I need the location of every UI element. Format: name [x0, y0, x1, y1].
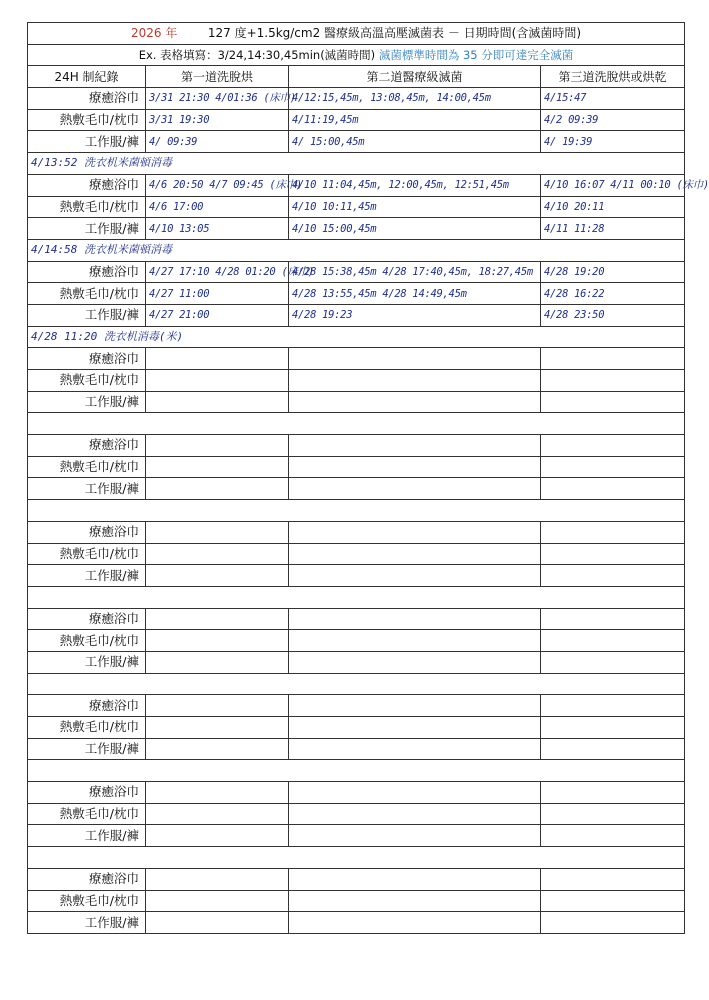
entry-cell-stage-3[interactable]	[541, 651, 685, 673]
entry-cell-stage-2[interactable]	[289, 456, 541, 478]
row-label: 熱敷毛巾/枕巾	[28, 370, 146, 392]
hot-towel-row	[28, 456, 685, 478]
entry-cell-stage-2[interactable]: 4/28 13:55,45m 4/28 14:49,45m	[289, 283, 541, 305]
handwritten-note[interactable]	[28, 673, 685, 695]
entry-cell-stage-3[interactable]: 4/28 19:20	[541, 261, 685, 283]
entry-cell-stage-1[interactable]	[146, 348, 289, 370]
row-label: 工作服/褲	[28, 391, 146, 413]
entry-cell-stage-2[interactable]	[289, 391, 541, 413]
entry-cell-stage-3[interactable]	[541, 695, 685, 717]
row-label: 療癒浴巾	[28, 868, 146, 890]
row-label: 熱敷毛巾/枕巾	[28, 717, 146, 739]
note-row	[28, 673, 685, 695]
entry-cell-stage-3[interactable]	[541, 803, 685, 825]
handwritten-note[interactable]	[28, 413, 685, 435]
row-label: 工作服/褲	[28, 131, 146, 153]
row-label: 熱敷毛巾/枕巾	[28, 283, 146, 305]
entry-cell-stage-3[interactable]	[541, 782, 685, 804]
note-row	[28, 413, 685, 435]
hot-towel-row	[28, 890, 685, 912]
title-row	[28, 23, 685, 45]
row-label: 療癒浴巾	[28, 435, 146, 457]
entry-cell-stage-3[interactable]	[541, 890, 685, 912]
towel-row	[28, 695, 685, 717]
entry-cell-stage-1[interactable]	[146, 435, 289, 457]
entry-cell-stage-2[interactable]	[289, 543, 541, 565]
entry-cell-stage-2[interactable]: 4/28 19:23	[289, 304, 541, 326]
handwritten-note[interactable]	[28, 500, 685, 522]
entry-cell-stage-1[interactable]	[146, 521, 289, 543]
entry-cell-stage-1[interactable]	[146, 456, 289, 478]
entry-cell-stage-2[interactable]	[289, 738, 541, 760]
entry-cell-stage-2[interactable]: 4/10 10:11,45m	[289, 196, 541, 218]
entry-cell-stage-3[interactable]	[541, 738, 685, 760]
note-row	[28, 239, 685, 261]
entry-cell-stage-1[interactable]	[146, 630, 289, 652]
entry-cell-stage-1[interactable]: 4/27 17:10 4/28 01:20 (床巾)	[146, 261, 289, 283]
entry-cell-stage-3[interactable]	[541, 565, 685, 587]
entry-cell-stage-2[interactable]: 4/11:19,45m	[289, 109, 541, 131]
entry-cell-stage-3[interactable]	[541, 868, 685, 890]
standard-time-note: 滅菌標準時間為 35 分即可達完全滅菌	[378, 48, 574, 63]
example-text: Ex. 表格填寫：3/24,14:30,45min(滅菌時間)	[138, 48, 376, 63]
towel-row	[28, 348, 685, 370]
entry-cell-stage-3[interactable]: 4/28 16:22	[541, 283, 685, 305]
entry-cell-stage-2[interactable]	[289, 803, 541, 825]
towel-row	[28, 782, 685, 804]
entry-cell-stage-2[interactable]	[289, 868, 541, 890]
entry-cell-stage-2[interactable]	[289, 782, 541, 804]
entry-cell-stage-2[interactable]	[289, 912, 541, 934]
towel-row	[28, 88, 685, 110]
note-row	[28, 153, 685, 175]
header-stage-1: 第一道洗脫烘	[146, 66, 289, 88]
entry-cell-stage-2[interactable]	[289, 370, 541, 392]
row-label: 熱敷毛巾/枕巾	[28, 803, 146, 825]
hot-towel-row	[28, 630, 685, 652]
entry-cell-stage-3[interactable]: 4/28 23:50	[541, 304, 685, 326]
entry-cell-stage-3[interactable]	[541, 391, 685, 413]
handwritten-note[interactable]	[28, 847, 685, 869]
workwear-row	[28, 131, 685, 153]
sterilization-table	[27, 22, 709, 934]
example-row	[28, 44, 685, 66]
towel-row	[28, 868, 685, 890]
entry-cell-stage-2[interactable]	[289, 695, 541, 717]
entry-cell-stage-3[interactable]: 4/2 09:39	[541, 109, 685, 131]
towel-row	[28, 435, 685, 457]
workwear-row	[28, 304, 685, 326]
workwear-row	[28, 565, 685, 587]
entry-cell-stage-2[interactable]: 4/ 15:00,45m	[289, 131, 541, 153]
workwear-row	[28, 651, 685, 673]
workwear-row	[28, 218, 685, 240]
row-label: 療癒浴巾	[28, 782, 146, 804]
entry-cell-stage-3[interactable]	[541, 521, 685, 543]
entry-cell-stage-1[interactable]	[146, 608, 289, 630]
entry-cell-stage-2[interactable]	[289, 717, 541, 739]
entry-cell-stage-3[interactable]	[541, 608, 685, 630]
note-row	[28, 760, 685, 782]
workwear-row	[28, 825, 685, 847]
row-label: 工作服/褲	[28, 651, 146, 673]
row-label: 療癒浴巾	[28, 608, 146, 630]
title-year: 2026 年	[130, 26, 178, 41]
entry-cell-stage-3[interactable]	[541, 348, 685, 370]
hot-towel-row	[28, 370, 685, 392]
entry-cell-stage-2[interactable]	[289, 478, 541, 500]
row-label: 熱敷毛巾/枕巾	[28, 109, 146, 131]
row-label: 熱敷毛巾/枕巾	[28, 890, 146, 912]
header-record: 24H 制紀錄	[28, 66, 146, 88]
entry-cell-stage-1[interactable]	[146, 543, 289, 565]
workwear-row	[28, 478, 685, 500]
entry-cell-stage-3[interactable]	[541, 543, 685, 565]
entry-cell-stage-3[interactable]	[541, 435, 685, 457]
entry-cell-stage-1[interactable]	[146, 391, 289, 413]
note-row	[28, 500, 685, 522]
entry-cell-stage-1[interactable]	[146, 695, 289, 717]
entry-cell-stage-1[interactable]	[146, 782, 289, 804]
handwritten-note[interactable]: 4/28 11:20 洗衣机消毒(米)	[28, 326, 685, 348]
entry-cell-stage-3[interactable]: 4/ 19:39	[541, 131, 685, 153]
entry-cell-stage-2[interactable]	[289, 608, 541, 630]
entry-cell-stage-3[interactable]: 4/11 11:28	[541, 218, 685, 240]
example-cell	[28, 44, 685, 66]
row-label: 工作服/褲	[28, 565, 146, 587]
row-label: 療癒浴巾	[28, 521, 146, 543]
entry-cell-stage-2[interactable]	[289, 521, 541, 543]
sterilization-log-sheet	[27, 22, 709, 934]
note-row	[28, 847, 685, 869]
entry-cell-stage-2[interactable]	[289, 565, 541, 587]
entry-cell-stage-1[interactable]: 4/27 21:00	[146, 304, 289, 326]
row-label: 療癒浴巾	[28, 348, 146, 370]
row-label: 熱敷毛巾/枕巾	[28, 456, 146, 478]
entry-cell-stage-1[interactable]: 3/31 19:30	[146, 109, 289, 131]
entry-cell-stage-1[interactable]	[146, 803, 289, 825]
entry-cell-stage-3[interactable]	[541, 478, 685, 500]
entry-cell-stage-1[interactable]: 3/31 21:30 4/01:36 (床巾)	[146, 88, 289, 110]
entry-cell-stage-1[interactable]	[146, 370, 289, 392]
workwear-row	[28, 391, 685, 413]
row-label: 療癒浴巾	[28, 261, 146, 283]
entry-cell-stage-1[interactable]: 4/ 09:39	[146, 131, 289, 153]
entry-cell-stage-3[interactable]	[541, 456, 685, 478]
hot-towel-row	[28, 803, 685, 825]
entry-cell-stage-3[interactable]: 4/10 20:11	[541, 196, 685, 218]
hot-towel-row	[28, 543, 685, 565]
entry-cell-stage-2[interactable]	[289, 825, 541, 847]
entry-cell-stage-3[interactable]	[541, 630, 685, 652]
hot-towel-row	[28, 196, 685, 218]
handwritten-note[interactable]	[28, 760, 685, 782]
hot-towel-row	[28, 717, 685, 739]
header-stage-3: 第三道洗脫烘或烘乾	[541, 66, 685, 88]
row-label: 熱敷毛巾/枕巾	[28, 630, 146, 652]
workwear-row	[28, 912, 685, 934]
entry-cell-stage-1[interactable]	[146, 651, 289, 673]
row-label: 療癒浴巾	[28, 174, 146, 196]
entry-cell-stage-2[interactable]: 4/12:15,45m, 13:08,45m, 14:00,45m	[289, 88, 541, 110]
towel-row	[28, 261, 685, 283]
handwritten-note[interactable]: 4/13:52 洗衣机米菌頓消毒	[28, 153, 685, 175]
hot-towel-row	[28, 283, 685, 305]
entry-cell-stage-2[interactable]: 4/10 15:00,45m	[289, 218, 541, 240]
row-label: 療癒浴巾	[28, 695, 146, 717]
entry-cell-stage-1[interactable]	[146, 738, 289, 760]
entry-cell-stage-2[interactable]: 4/28 15:38,45m 4/28 17:40,45m, 18:27,45m	[289, 261, 541, 283]
row-label: 熱敷毛巾/枕巾	[28, 196, 146, 218]
row-label: 工作服/褲	[28, 738, 146, 760]
row-label: 工作服/褲	[28, 304, 146, 326]
handwritten-note[interactable]: 4/14:58 洗衣机米菌頓消毒	[28, 239, 685, 261]
header-stage-2: 第二道醫療級滅菌	[289, 66, 541, 88]
row-label: 工作服/褲	[28, 825, 146, 847]
entry-cell-stage-3[interactable]	[541, 825, 685, 847]
entry-cell-stage-1[interactable]: 4/10 13:05	[146, 218, 289, 240]
entry-cell-stage-1[interactable]	[146, 890, 289, 912]
row-label: 療癒浴巾	[28, 88, 146, 110]
entry-cell-stage-1[interactable]: 4/6 20:50 4/7 09:45 (床巾)	[146, 174, 289, 196]
entry-cell-stage-1[interactable]	[146, 912, 289, 934]
row-label: 工作服/褲	[28, 912, 146, 934]
towel-row	[28, 521, 685, 543]
entry-cell-stage-1[interactable]	[146, 825, 289, 847]
page-title	[28, 23, 685, 45]
entry-cell-stage-2[interactable]	[289, 890, 541, 912]
entry-cell-stage-3[interactable]: 4/15:47	[541, 88, 685, 110]
entry-cell-stage-2[interactable]	[289, 348, 541, 370]
header-row	[28, 66, 685, 88]
entry-cell-stage-1[interactable]	[146, 717, 289, 739]
workwear-row	[28, 738, 685, 760]
handwritten-note[interactable]	[28, 586, 685, 608]
hot-towel-row	[28, 109, 685, 131]
entry-cell-stage-1[interactable]: 4/6 17:00	[146, 196, 289, 218]
row-label: 工作服/褲	[28, 478, 146, 500]
row-label: 工作服/褲	[28, 218, 146, 240]
entry-cell-stage-3[interactable]	[541, 370, 685, 392]
entry-cell-stage-2[interactable]	[289, 435, 541, 457]
row-label: 熱敷毛巾/枕巾	[28, 543, 146, 565]
entry-cell-stage-3[interactable]: 4/10 16:07 4/11 00:10 (床巾)	[541, 174, 685, 196]
entry-cell-stage-3[interactable]	[541, 912, 685, 934]
entry-cell-stage-3[interactable]	[541, 717, 685, 739]
entry-cell-stage-1[interactable]: 4/27 11:00	[146, 283, 289, 305]
note-row	[28, 586, 685, 608]
towel-row	[28, 608, 685, 630]
note-row	[28, 326, 685, 348]
towel-row	[28, 174, 685, 196]
title-text: 127 度+1.5kg/cm2 醫療級高溫高壓滅菌表 － 日期時間(含滅菌時間)	[207, 26, 582, 41]
entry-cell-stage-2[interactable]: 4/10 11:04,45m, 12:00,45m, 12:51,45m	[289, 174, 541, 196]
entry-cell-stage-1[interactable]	[146, 868, 289, 890]
entry-cell-stage-2[interactable]	[289, 651, 541, 673]
entry-cell-stage-1[interactable]	[146, 478, 289, 500]
entry-cell-stage-1[interactable]	[146, 565, 289, 587]
entry-cell-stage-2[interactable]	[289, 630, 541, 652]
